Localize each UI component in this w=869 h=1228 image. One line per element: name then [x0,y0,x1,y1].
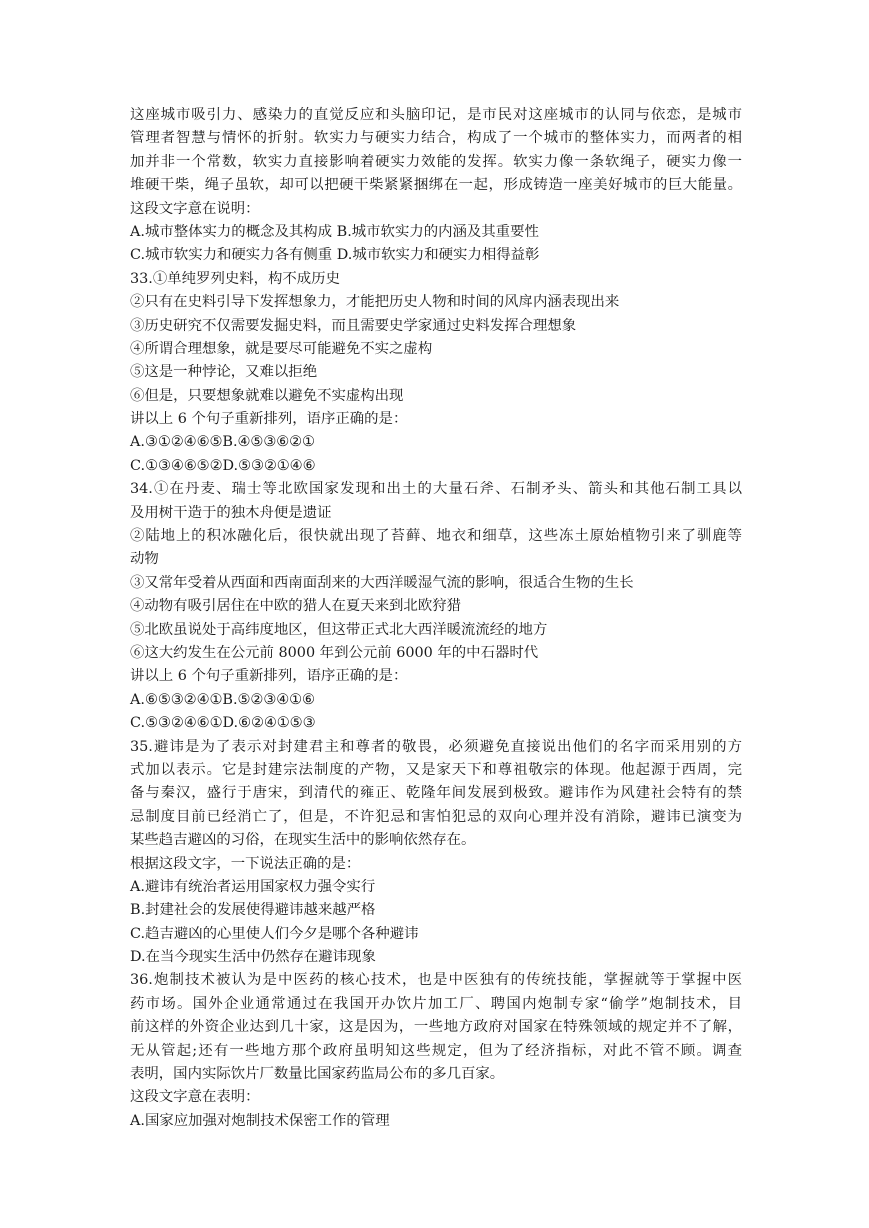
q32-passage-line: 堆硬干柴，绳子虽软，却可以把硬干柴紧紧捆绑在一起，形成铸造一座美好城市的巨大能量。 [130,177,742,194]
q32-option-line: A.城市整体实力的概念及其构成 B.城市软实力的内涵及其重要性 [130,223,539,240]
document-page [130,104,742,1133]
q33-sentence: ⑥但是，只要想象就难以避免不实虚构出现 [130,387,404,404]
q33-sentence: 33.①单纯罗列史料，构不成历史 [130,270,340,287]
q33-sentence: ③历史研究不仅需要发掘史料，而且需要史学家通过史料发挥合理想象 [130,317,577,334]
q34-block [130,478,742,735]
q34-sentence: ③又常年受着从西面和西南面刮来的大西洋暖湿气流的影响，很适合生物的生长 [130,574,634,591]
q35-passage-line: 备与秦汉，盛行于唐宋，到清代的雍正、乾隆年间发展到极致。避讳作为风建社会特有的禁 [130,785,742,802]
q36-passage-line: 前这样的外资企业达到几十家，这是因为，一些地方政府对国家在特殊领域的规定并不了解， [130,1019,742,1036]
q35-block [130,736,742,970]
q36-question: 这段文字意在表明： [130,1089,260,1106]
q33-block [130,268,742,479]
q35-option: B.封建社会的发展使得避讳越来越严格 [130,902,376,919]
q34-question: 讲以上 6 个句子重新排列，语序正确的是： [130,668,408,685]
q32-passage-line: 加并非一个常数，软实力直接影响着硬实力效能的发挥。软实力像一条软绳子，硬实力像一 [130,153,742,170]
q35-question: 根据这段文字，一下说法正确的是： [130,855,361,872]
q35-option: D.在当今现实生活中仍然存在避讳现象 [130,949,376,966]
q35-passage-line: 忌制度目前已经消亡了，但是，不许犯忌和害怕犯忌的双向心理并没有消除，避讳已演变为 [130,808,742,825]
q36-passage-line: 药市场。国外企业通常通过在我国开办饮片加工厂、聘国内炮制专家“偷学”炮制技术，目 [130,995,742,1012]
q32-passage-line: 这座城市吸引力、感染力的直觉反应和头脑印记，是市民对这座城市的认同与依恋，是城市 [130,107,742,123]
q33-sentence: ④所谓合理想象，就是要尽可能避免不实之虚构 [130,340,433,357]
q32-block [130,104,742,268]
q35-option: C.趋吉避凶的心里使人们今夕是哪个各种避讳 [130,925,419,942]
q36-passage-line: 表明，国内实际饮片厂数量比国家药监局公布的多几百家。 [130,1066,505,1083]
q34-sentence: 动物 [130,551,159,568]
q34-option-line: A.⑥⑤③②④①B.⑤②③④①⑥ [130,691,315,708]
q36-option: A.国家应加强对炮制技术保密工作的管理 [130,1112,390,1129]
q32-question: 这段文字意在说明： [130,200,260,217]
q35-passage-line: 式加以表示。它是封建宗法制度的产物，又是家天下和尊祖敬宗的体现。他起源于西周，完 [130,761,742,778]
q34-sentence: ⑤北欧虽说处于高纬度地区，但这带正式北大西洋暖流流经的地方 [130,621,548,638]
q34-sentence: 及用树干造于的独木舟便是遗证 [130,504,332,521]
q32-passage-line: 管理者智慧与情怀的折射。软实力与硬实力结合，构成了一个城市的整体实力，而两者的相 [130,130,742,147]
q34-sentence: ②陆地上的积冰融化后，很快就出现了苔藓、地衣和细草，这些冻土原始植物引来了驯鹿等 [130,528,742,545]
q36-passage-line: 无从管起;还有一些地方那个政府虽明知这些规定，但为了经济指标，对此不管不顾。调查 [130,1042,742,1059]
q34-sentence: ⑥这大约发生在公元前 8000 年到公元前 6000 年的中石器时代 [130,644,539,661]
q33-option-line: A.③①②④⑥⑤B.④⑤③⑥②① [130,434,315,451]
q33-question: 讲以上 6 个句子重新排列，语序正确的是： [130,411,408,428]
q35-passage-line: 某些趋吉避凶的习俗，在现实生活中的影响依然存在。 [130,832,476,849]
q34-sentence: ④动物有吸引居住在中欧的猎人在夏天来到北欧狩猎 [130,598,461,615]
q34-option-line: C.⑤③②④⑥①D.⑥②④①⑤③ [130,715,316,732]
q33-sentence: ⑤这是一种悖论，又难以拒绝 [130,364,318,381]
q35-passage-line: 35.避讳是为了表示对封建君主和尊者的敬畏，必须避免直接说出他们的名字而采用别的方 [130,738,742,755]
q33-sentence: ②只有在史料引导下发挥想象力，才能把历史人物和时间的风戽内涵表现出来 [130,294,620,311]
q36-passage-line: 36.炮制技术被认为是中医药的核心技术，也是中医独有的传统技能，掌握就等于掌握中医 [130,972,742,989]
q32-option-line: C.城市软实力和硬实力各有侧重 D.城市软实力和硬实力相得益彰 [130,247,540,264]
q35-option: A.避讳有统治者运用国家权力强令实行 [130,878,376,895]
q36-block [130,969,742,1133]
q33-option-line: C.①③④⑥⑤②D.⑤③②①④⑥ [130,457,316,474]
q34-sentence: 34.①在丹麦、瑞士等北欧国家发现和出土的大量石斧、石制矛头、箭头和其他石制工具以 [130,481,742,498]
